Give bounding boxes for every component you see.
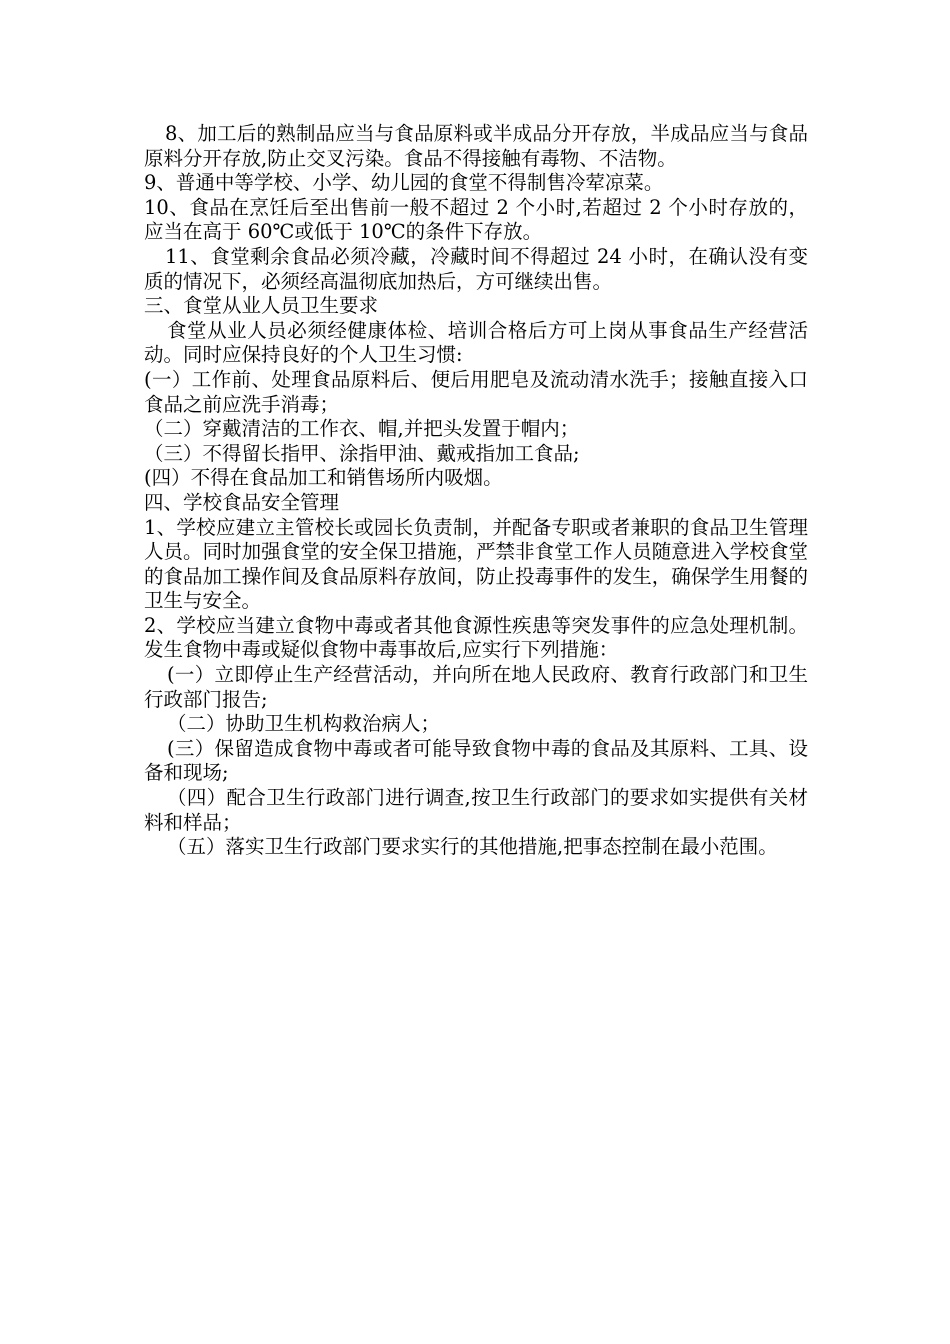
paragraph-item-8: 8、加工后的熟制品应当与食品原料或半成品分开存放，半成品应当与食品原料分开存放,防止交叉污染。食品不得接触有毒物、不洁物。 bbox=[144, 122, 808, 170]
section-heading-4: 四、学校食品安全管理 bbox=[144, 490, 340, 514]
paragraph-staff-4: (四）不得在食品加工和销售场所内吸烟。 bbox=[144, 466, 503, 490]
paragraph-measure-1: (一）立即停止生产经营活动，并向所在地人民政府、教育行政部门和卫生行政部门报告; bbox=[144, 663, 808, 711]
paragraph-item-9: 9、普通中等学校、小学、幼儿园的食堂不得制售冷荤凉菜。 bbox=[144, 171, 664, 195]
paragraph-staff-1: (一）工作前、处理食品原料后、便后用肥皂及流动清水洗手；接触直接入口食品之前应洗手消毒； bbox=[144, 367, 808, 416]
paragraph-item-11: 11、食堂剩余食品必须冷藏，冷藏时间不得超过 24 小时，在确认没有变质的情况下，必须经高温彻底加热后，方可继续出售。 bbox=[144, 244, 808, 293]
paragraph-measure-5: （五）落实卫生行政部门要求实行的其他措施,把事态控制在最小范围。 bbox=[167, 835, 778, 859]
paragraph-staff-3: （三）不得留长指甲、涂指甲油、戴戒指加工食品; bbox=[144, 441, 580, 465]
paragraph-staff-2: （二）穿戴清洁的工作衣、帽,并把头发置于帽内； bbox=[144, 417, 580, 441]
paragraph-measure-3: (三）保留造成食物中毒或者可能导致食物中毒的食品及其原料、工具、设备和现场; bbox=[144, 736, 808, 785]
paragraph-management-1: 1、学校应建立主管校长或园长负责制，并配备专职或者兼职的食品卫生管理人员。同时加强食堂的安全保卫措施，严禁非食堂工作人员随意进入学校食堂的食品加工操作间及食品原料存放间，防止投毒事件的发生，确保学生用餐的卫生与安全。 bbox=[144, 515, 808, 613]
document-page bbox=[144, 122, 808, 860]
paragraph-item-10: 10、食品在烹饪后至出售前一般不超过 2 个小时,若超过 2 个小时存放的，应当在高于 60℃或低于 10℃的条件下存放。 bbox=[144, 195, 808, 244]
paragraph-measure-4: （四）配合卫生行政部门进行调查,按卫生行政部门的要求如实提供有关材料和样品； bbox=[144, 786, 808, 834]
paragraph-management-2: 2、学校应当建立食物中毒或者其他食源性疾患等突发事件的应急处理机制。发生食物中毒或疑似食物中毒事故后,应实行下列措施： bbox=[144, 613, 808, 662]
section-heading-3: 三、食堂从业人员卫生要求 bbox=[144, 294, 379, 318]
paragraph-staff-intro: 食堂从业人员必须经健康体检、培训合格后方可上岗从事食品生产经营活动。同时应保持良好的个人卫生习惯: bbox=[144, 318, 808, 367]
paragraph-measure-2: （二）协助卫生机构救治病人； bbox=[167, 712, 441, 736]
